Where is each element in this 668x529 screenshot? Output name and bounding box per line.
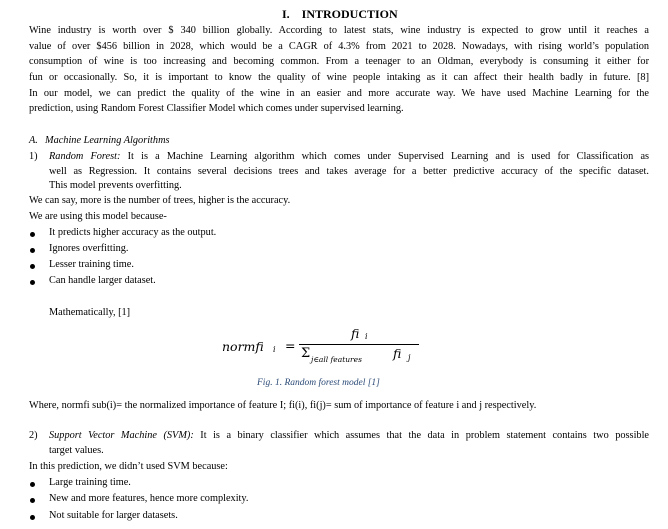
bullet-dot (30, 264, 35, 269)
where-text: Where, normfi sub(i)= the normalized importance of feature I; fi(i), fi(j)= sum of importance of feature i and j respectively. (29, 400, 537, 411)
rf-bullet-text: Lesser training time. (49, 259, 134, 270)
bullet-dot (30, 248, 35, 253)
bullet-dot (30, 482, 35, 487)
svm-bullet-text: New and more features, hence more complexity. (49, 493, 249, 504)
rf-first-line (49, 151, 649, 163)
bullet-dot (30, 232, 35, 237)
svm-text: It is a binary classifier which assumes that the data in problem statement contains two possible (200, 430, 650, 441)
svm-bullet-text: Large training time. (49, 477, 131, 488)
svm-first-line (49, 430, 649, 442)
section-heading: I. INTRODUCTION (282, 7, 398, 21)
svm-number: 2) (29, 430, 38, 441)
normfi-formula (222, 325, 422, 365)
formula-numerator-sub: i (365, 332, 368, 341)
intro-line: value of over $456 billion in 2028, which would be a CAGR of 4.3% from 2021 to 2028. Nowadays, with rising world’s population (29, 41, 649, 52)
formula-sigma: Σ (301, 346, 311, 361)
bullet-dot (30, 498, 35, 503)
subsection-title: Machine Learning Algorithms (45, 135, 170, 146)
fraction-bar (299, 344, 419, 345)
formula-den-term: fi (393, 346, 402, 361)
bullet-dot (30, 280, 35, 285)
svm-line: target values. (49, 445, 104, 456)
rf-after-line: We are using this model because- (29, 211, 167, 222)
intro-line: consumption of wine is too increasing and becoming common. From a teenager to an Oldman, everybody is consuming it either for (29, 56, 649, 67)
svm-bullet-text: Not suitable for larger datasets. (49, 510, 178, 521)
rf-after-line: We can say, more is the number of trees, higher is the accuracy. (29, 195, 291, 206)
figure-caption: Fig. 1. Random forest model [1] (257, 378, 380, 388)
rf-bullet-text: Can handle larger dataset. (49, 275, 156, 286)
formula-den-term-sub: j (408, 353, 411, 362)
intro-line: prediction, using Random Forest Classifier Model which comes under supervised learning. (29, 103, 404, 114)
bullet-dot (30, 515, 35, 520)
formula-equals: = (285, 338, 296, 353)
svm-after-line: In this prediction, we didn’t used SVM because: (29, 461, 228, 472)
formula-lhs-sub: i (273, 345, 276, 354)
intro-line: Wine industry is worth over $ 340 billion globally. According to latest stats, wine industry is expected to grow until it reaches a (29, 25, 649, 36)
subsection-label: A. (29, 135, 38, 146)
rf-name: Random Forest: (49, 151, 121, 162)
svm-name: Support Vector Machine (SVM): (49, 430, 194, 441)
intro-line: In our model, we can predict the quality of the wine in an easier and more accurate way. We have used Machine Learning for the (29, 88, 649, 99)
rf-bullet-text: Ignores overfitting. (49, 243, 129, 254)
rf-number: 1) (29, 151, 38, 162)
formula-numerator: fi (351, 326, 360, 341)
math-intro: Mathematically, [1] (49, 307, 131, 318)
rf-bullet-text: It predicts higher accuracy as the output. (49, 227, 217, 238)
rf-line: well as Regression. It contains several decisions trees and takes average for a better predictive accuracy of the specific dataset. (49, 166, 649, 177)
formula-lhs: normfi (222, 339, 264, 354)
intro-line: fun or occasionally. So, it is important to know the quality of wine people intaking as it can affect their health badly in future. [8] (29, 72, 649, 83)
rf-text: It is a Machine Learning algorithm which comes under Supervised Learning and is used for Classification as (127, 151, 650, 162)
formula-sum-index: j∈all features (311, 355, 362, 364)
rf-line: This model prevents overfitting. (49, 180, 182, 191)
